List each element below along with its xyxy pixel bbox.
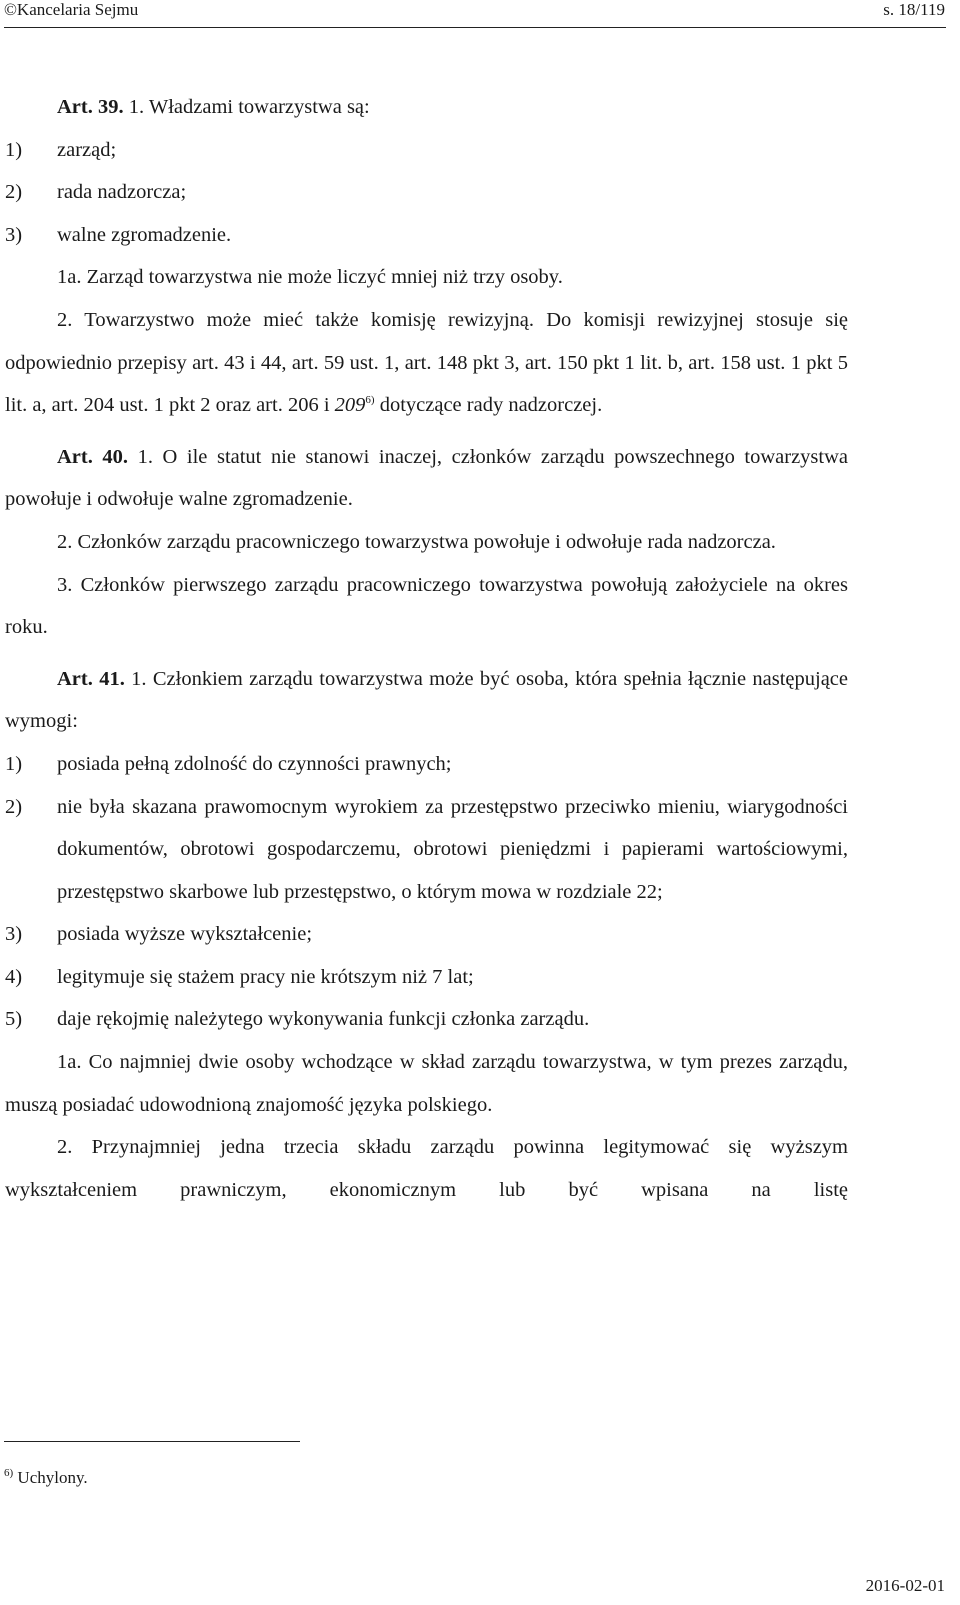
art39-para1: Art. 39. 1. Władzami towarzystwa są: — [57, 96, 370, 118]
art39-item: 3) walne zgromadzenie. — [5, 223, 232, 246]
art39-item: 2) rada nadzorcza; — [5, 181, 187, 204]
art39-para1a: 1a. Zarząd towarzystwa nie może liczyć mniej niż trzy osoby. — [57, 266, 563, 289]
art40-heading: Art. 40. — [57, 445, 129, 468]
art41-item: 2) nie była skazana prawomocnym wyrokiem za przestępstwo przeciwko mieniu, wiarygodności dokumentów, obrotowi gospodarczemu, obrotowi pieniędzmi i papierami wartościowymi, przestępstwo skarbowe lub przestępstwo, o którym mowa w rozdziale 22; — [5, 795, 848, 903]
footnote-mark: 6) — [4, 1467, 14, 1479]
art41-para1: Art. 41. 1. Członkiem zarządu towarzystwa może być osoba, która spełnia łącznie następujące wymogi: — [5, 667, 849, 733]
footnote-separator — [4, 1441, 300, 1442]
page-header — [0, 0, 960, 30]
header-page-number: s. 18/119 — [883, 0, 945, 19]
art41-para1a: 1a. Co najmniej dwie osoby wchodzące w skład zarządu towarzystwa, w tym prezes zarządu, muszą posiadać udowodnioną znajomość języka polskiego. — [5, 1051, 848, 1116]
footnote — [4, 1468, 88, 1488]
art41-para2: 2. Przynajmniej jedna trzecia składu zarządu powinna legitymować się wyższym wykształceniem prawniczym, ekonomicznym lub być wpisana na listę — [5, 1136, 848, 1201]
art40-para1: Art. 40. 1. O ile statut nie stanowi inaczej, członków zarządu powszechnego towarzystwa powołuje i odwołuje walne zgromadzenie. — [5, 445, 848, 511]
header-rule — [4, 27, 946, 28]
footnote-ref: 6) — [365, 394, 375, 407]
footnote-text: Uchylony. — [17, 1468, 88, 1487]
art39-para2: 2. Towarzystwo może mieć także komisję rewizyjną. Do komisji rewizyjnej stosuje się odpowiednio przepisy art. 43 i 44, art. 59 ust. 1, art. 148 pkt 3, art. 150 pkt 1 lit. b, art. 158 ust. 1 pkt 5 lit. a, art. 204 ust. 1 pkt 2 oraz art. 206 i 209$^{6)}$ dotyczące rady nadzorczej. — [5, 308, 848, 417]
art41-item: 3) posiada wyższe wykształcenie; — [5, 923, 313, 946]
art41-item: 5) daje rękojmię należytego wykonywania funkcji członka zarządu. — [5, 1008, 590, 1031]
header-publisher: ©Kancelaria Sejmu — [4, 0, 139, 19]
art41-item: 1) posiada pełną zdolność do czynności prawnych; — [5, 752, 452, 775]
art40-para3: 3. Członków pierwszego zarządu pracowniczego towarzystwa powołują założyciele na okres roku. — [5, 573, 848, 639]
art41-heading: Art. 41. — [57, 667, 125, 690]
footer-date: 2016-02-01 — [865, 1576, 945, 1595]
art39-heading: Art. 39. — [57, 96, 124, 118]
document-body — [5, 86, 848, 1211]
art40-para2: 2. Członków zarządu pracowniczego towarzystwa powołuje i odwołuje rada nadzorcza. — [57, 530, 776, 553]
art41-item: 4) legitymuje się stażem pracy nie krótszym niż 7 lat; — [5, 965, 474, 988]
art39-item: 1) zarząd; — [5, 138, 117, 161]
